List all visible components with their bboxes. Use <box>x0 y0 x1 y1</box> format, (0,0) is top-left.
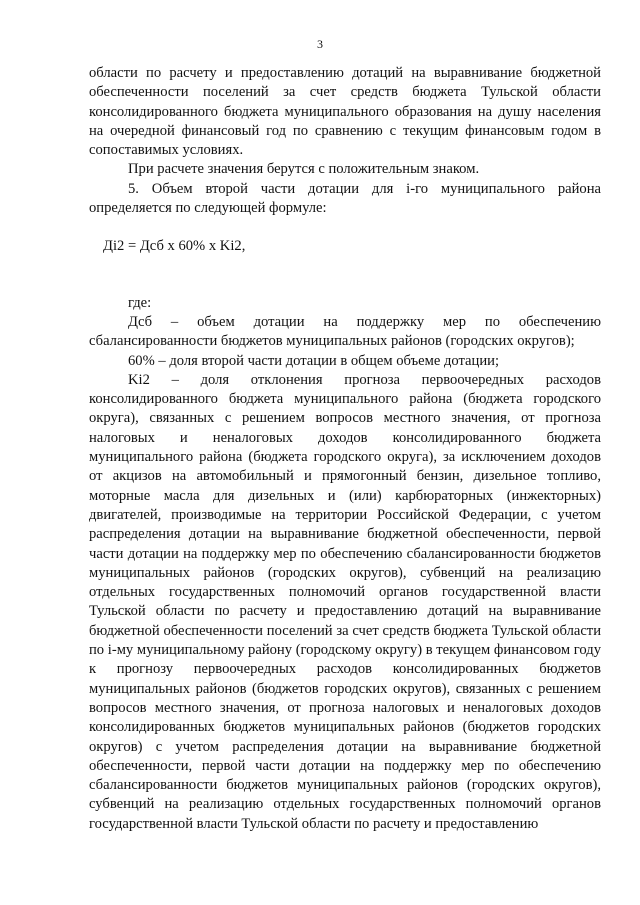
formula: Дi2 = Дсб х 60% х Ki2, <box>103 238 246 255</box>
paragraph-item-5: 5. Объем второй части дотации для i-го муниципального района определяется по следующей формуле: <box>89 180 601 217</box>
definition-ki2: Ki2 – доля отклонения прогноза первоочередных расходов консолидированного бюджета муниципального района (бюджета городского округа), связанных с решением вопросов местного значения, от прогноза налоговых и неналоговых доходов консолидированного бюджета муниципального района (бюджета городского округа), за исключением доходов от акцизов на автомобильный и прямогонный бензин, дизельное топливо, моторные масла для дизельных и (или) карбюраторных (инжекторных) двигателей, производимые на территории Российской Федерации, с учетом распределения дотации на выравнивание бюджетной обеспеченности, первой части дотации на поддержку мер по обеспечению сбалансированности бюджетов муниципальных районов (городских округов), субвенций на реализацию отдельных государственных полномочий органов государственной власти Тульской области по расчету и предоставлению дотаций на выравнивание бюджетной обеспеченности поселений за счет средств бюджета Тульской области по i-му муниципальному району (городскому округу) в текущем финансовом году к прогнозу первоочередных расходов консолидированных бюджетов муниципальных районов (бюджетов городских округов), связанных с решением вопросов местного значения, от прогноза налоговых и неналоговых доходов консолидированных бюджетов муниципальных районов (бюджетов городских округов) с учетом распределения дотации на выравнивание бюджетной обеспеченности, первой части дотации на поддержку мер по обеспечению сбалансированности бюджетов муниципальных районов (городских округов), субвенций на реализацию отдельных государственных полномочий органов государственной власти Тульской области по расчету и предоставлению <box>89 371 601 832</box>
page-number: 3 <box>317 37 323 51</box>
paragraph-sign-rule: При расчете значения берутся с положительным знаком. <box>128 161 480 178</box>
paragraph-where: где: <box>128 294 152 311</box>
definition-60-percent: 60% – доля второй части дотации в общем объеме дотации; <box>128 352 500 369</box>
document-body <box>89 64 601 834</box>
definition-dsb: Дсб – объем дотации на поддержку мер по обеспечению сбалансированности бюджетов муниципальных районов (городских округов); <box>89 313 601 350</box>
paragraph-continuation: области по расчету и предоставлению дотаций на выравнивание бюджетной обеспеченности поселений за счет средств бюджета Тульской области консолидированного бюджета муниципального образования на душу населения на очередной финансовый год по сравнению с текущим финансовым годом в сопоставимых условиях. <box>89 65 601 159</box>
